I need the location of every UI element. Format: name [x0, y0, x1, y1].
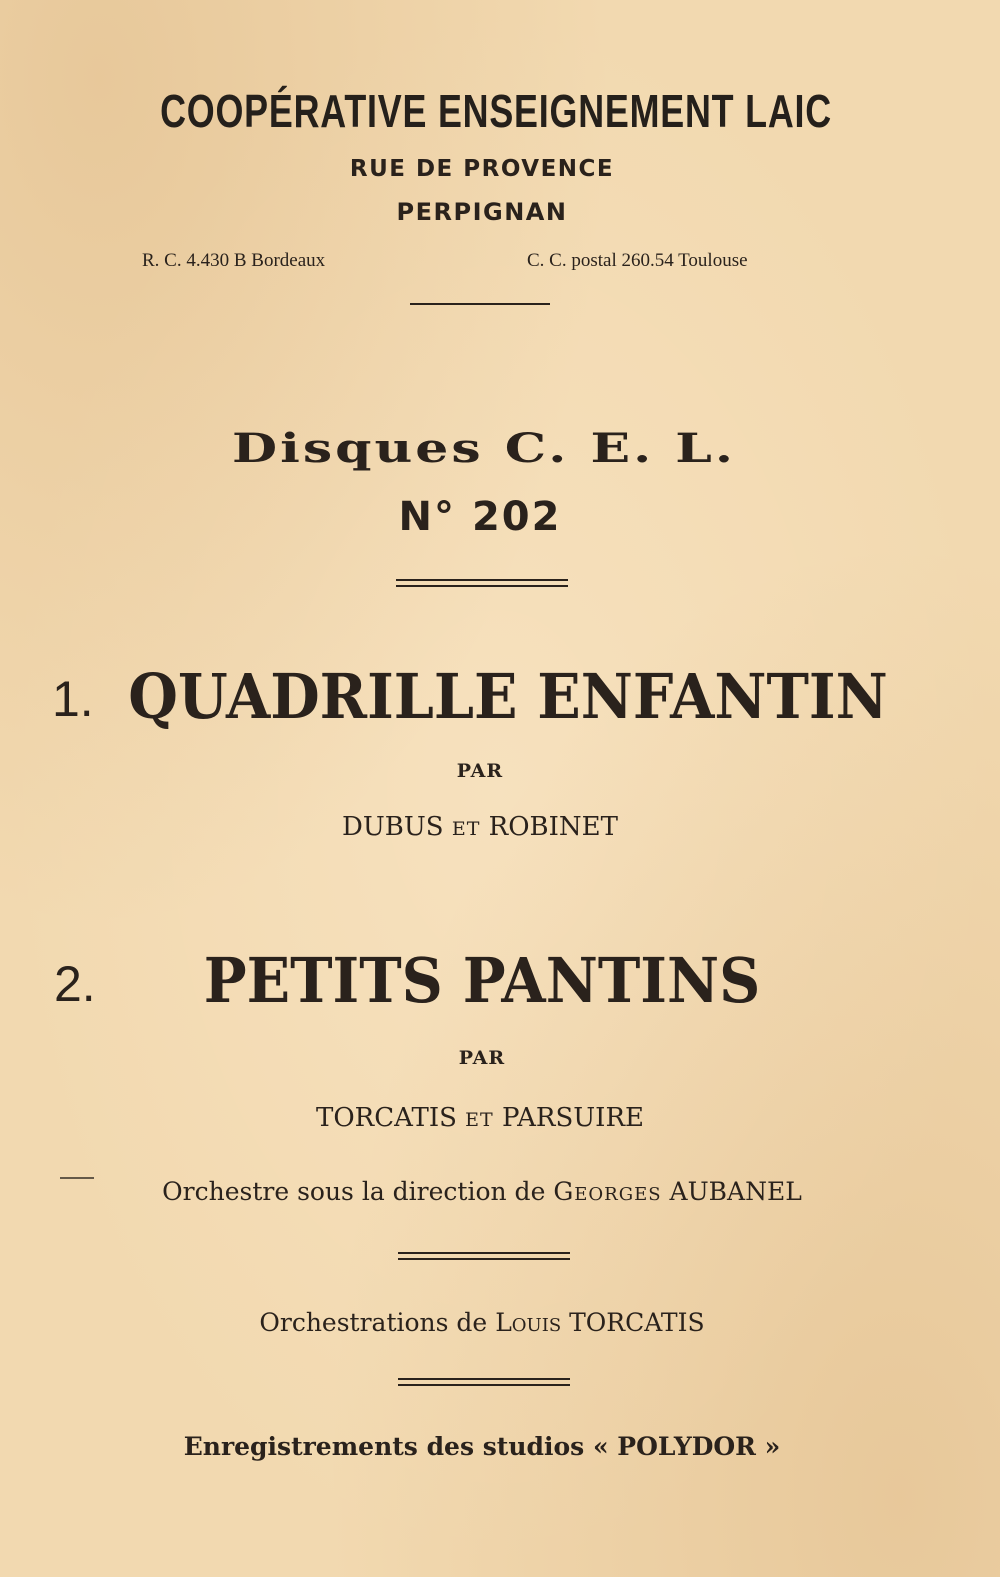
author: ROBINET — [488, 812, 618, 842]
track-by-label: PAR — [456, 760, 504, 782]
arranger-first-name: Louis — [495, 1308, 562, 1337]
record-number: N° 202 — [398, 494, 562, 540]
author: PARSUIRE — [501, 1103, 644, 1133]
city-name: PERPIGNAN — [396, 198, 568, 226]
header-divider — [410, 303, 550, 305]
street-address: RUE DE PROVENCE — [349, 156, 615, 182]
track-number: 2. — [54, 956, 96, 1012]
track-title: QUADRILLE ENFANTIN — [128, 660, 888, 733]
conductor-first-name: Georges — [553, 1177, 662, 1206]
conductor-last-name: AUBANEL — [669, 1177, 802, 1206]
track-number: 1. — [52, 671, 94, 727]
orchestra-credit — [0, 1177, 982, 1206]
track-authors — [0, 1103, 980, 1133]
arranger-last-name: TORCATIS — [569, 1308, 705, 1337]
record-series: Disques C. E. L. — [232, 424, 736, 473]
author: DUBUS — [341, 812, 444, 842]
orchestra-prefix: Orchestre sous la direction de — [162, 1177, 546, 1206]
author-conjunction: ET — [451, 818, 481, 840]
track-by-label: PAR — [458, 1047, 506, 1069]
author: TORCATIS — [316, 1103, 457, 1133]
recording-credit: Enregistrements des studios « POLYDOR » — [183, 1432, 781, 1461]
track-title: PETITS PANTINS — [203, 944, 761, 1017]
organization-name: COOPÉRATIVE ENSEIGNEMENT LAIC — [160, 85, 832, 137]
orchestration-prefix: Orchestrations de — [259, 1308, 488, 1337]
author-conjunction: ET — [465, 1109, 494, 1131]
track-authors — [0, 812, 980, 842]
registration-left: R. C. 4.430 B Bordeaux — [142, 250, 326, 271]
orchestration-credit — [0, 1308, 982, 1337]
registration-right: C. C. postal 260.54 Toulouse — [527, 250, 748, 271]
